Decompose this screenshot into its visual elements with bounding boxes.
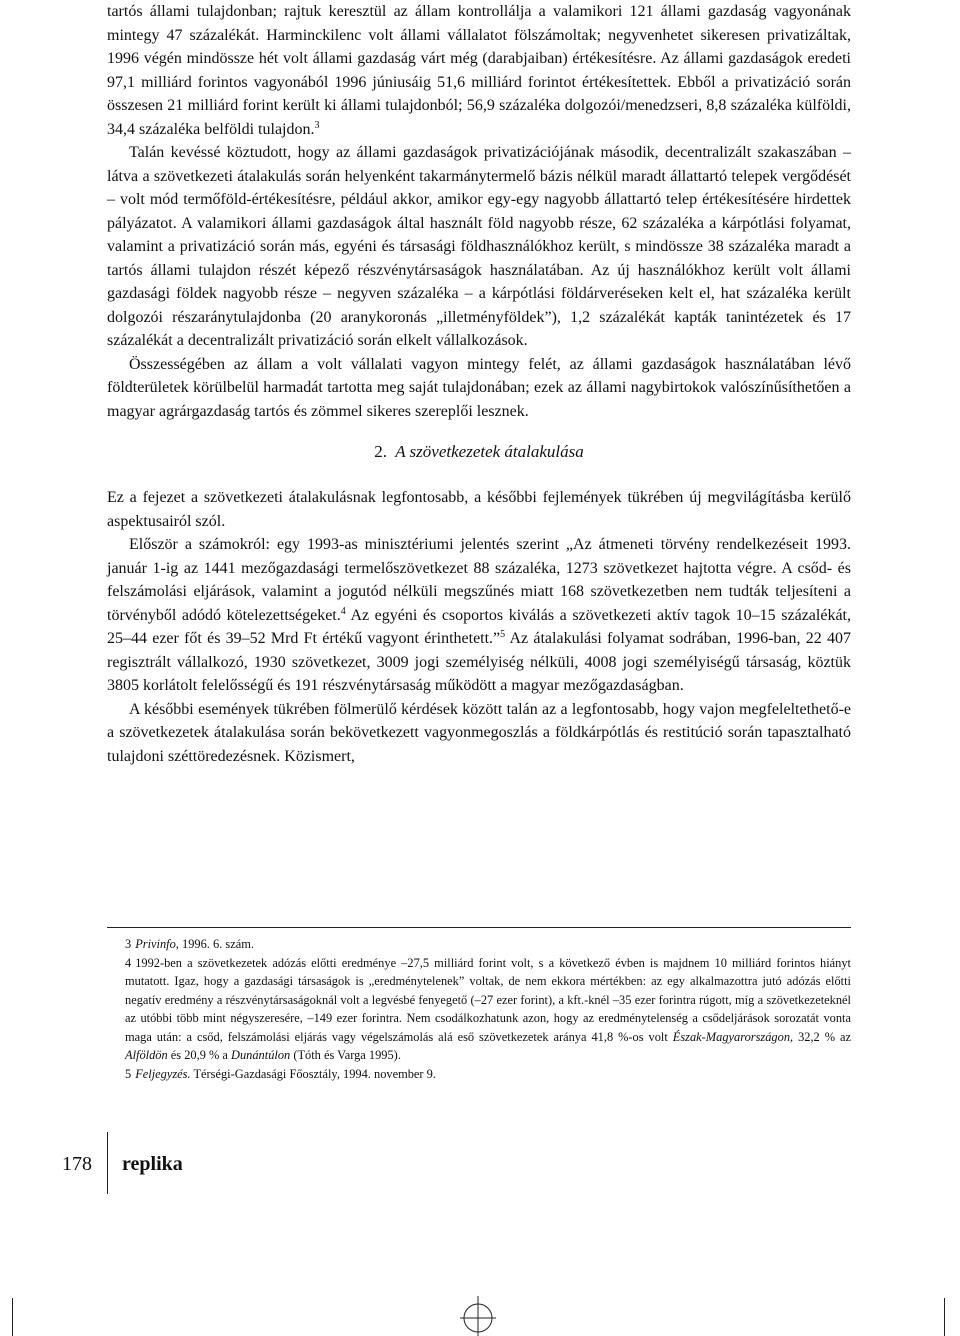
paragraph: Ez a fejezet a szövetkezeti átalakulásnak legfontosabb, a későbbi fejlemények tükrében új megvilágításba kerülő aspektusairól szól.	[107, 489, 851, 530]
paragraph	[107, 0, 851, 141]
section-number: 2.	[374, 442, 387, 461]
footnote-text: 1996. 6. szám.	[178, 937, 254, 951]
footnote-text: Térségi-Gazdasági Főosztály, 1994. november 9.	[190, 1066, 436, 1081]
section-heading	[107, 440, 851, 464]
crop-mark-left	[12, 1298, 13, 1336]
footnote-region: Dunántúlon	[231, 1048, 291, 1062]
footnote-region: Alföldön	[125, 1048, 168, 1062]
paragraph-text: tartós állami tulajdonban; rajtuk keresztül az állam kontrollálja a valamikori 121 állami gazdaság vagyonának mintegy 47 százalékát. Harminckilenc volt állami vállalatot fölszámoltak; negyvenhetet sikeresen privatizáltak, 1996 végén mindössze hét volt állami gazdaság várt még (darabjaiban) értékesítésre. Az állami gazdaságok eredeti 97,1 milliárd forintos vagyonából 1996 júniusáig 51,6 milliárd forintot értékesítettek. Ebből a privatizáció során összesen 21 milliárd forint került ki állami tulajdonból; 56,9 százaléka dolgozói/menedzseri, 8,8 százaléka külföldi, 34,4 százaléka belföldi tulajdon.	[107, 3, 851, 138]
paragraph: Talán kevéssé köztudott, hogy az állami gazdaságok privatizációjának második, decentralizált szakaszában – látva a szövetkezeti átalakulás során helyenként takarmánytermelő bázis nélkül maradt állattartó telepek vergődését – volt mód termőföld-értékesítésre, például akkor, amikor egy-egy nagyobb állattartó telep értékesítésére hirdettek pályázatot. A valamikori állami gazdaságok által használt föld nagyobb része, 62 százaléka a kárpótlási folyamat, valamint a privatizáció során más, egyéni és társasági földhasználókhoz került, s mindössze 38 százaléka maradt a tartós állami tulajdon részét képező részvénytársaságok használatában. Az új használókhoz került volt állami gazdasági földek nagyobb része – negyven százaléka – a kárpótlási földárveréseken kelt el, hat százaléka került dolgozói részaránytulajdonba (20 aranykoronás „illetményföldek”), 1,2 százalékát kapták tanintézetek és 17 százalékát a decentralizált privatizáció során elkelt vállalkozások.	[107, 144, 851, 349]
footnote-4	[125, 954, 851, 1065]
footnote-source: Feljegyzés.	[135, 1066, 191, 1081]
footnote-reference[interactable]: 3	[314, 119, 320, 131]
footnote-number: 4	[125, 955, 132, 970]
footnote-5	[125, 1065, 851, 1084]
crop-mark-right	[944, 1298, 945, 1336]
footnote-text: 1992-ben a szövetkezetek adózás előtti eredménye –27,5 milliárd forint volt, s a következő évben is majdnem 10 milliárd forintos hiányt mutatott. Igaz, hogy a gazdasági társaságok is „eredménytelenek” voltak, de nem ekkora mértékben: az egy alkalmazottra jutó adózás előtti negatív eredmény a részvénytársaságoknál volt a legvésbé fenyegető (–27 ezer forint), a kft.-knél –35 ezer forintra rúgott, míg a szövetkezeteknél az utóbbi több mint négyszeresére, –149 ezer forintra. Nem csodálkozhatunk azon, hogy az eredménytelenség a csődeljárások sorozatát vonta maga után: a csőd, felszámolási eljárás vagy végelszámolás alá eső szövetkezetek aránya 41,8 %-os volt	[125, 955, 851, 1044]
page-number: 178	[62, 1153, 92, 1175]
footnote-text: (Tóth és Varga 1995).	[290, 1048, 401, 1062]
footnote-divider	[107, 927, 851, 928]
footnote-number: 5	[125, 1066, 132, 1081]
footnote-source: Privinfo,	[135, 937, 179, 951]
footnote-text: 32,2 % az	[793, 1029, 851, 1044]
footnote-region: Észak-Magyarországon,	[672, 1029, 794, 1044]
journal-name: replika	[122, 1153, 183, 1175]
registration-mark-icon	[458, 1296, 498, 1336]
page-footer	[62, 1132, 262, 1194]
paragraph-text: Először a számokról: egy 1993-as minisztériumi jelentés szerint „Az átmeneti törvény rendelkezéseit 1993. január 1-ig az 1441 mezőgazdasági termelőszövetkezet 88 százaléka, 1273 szövetkezet hajtotta végre. A csőd- és felszámolási eljárások, valamint a jogutód nélküli megszűnés miatt 168 szövetkezetben nem tudták teljesíteni a törvényből adódó kötelezettségeket.	[107, 536, 851, 624]
footnote-text: és 20,9 % a	[167, 1048, 232, 1062]
footnote-reference[interactable]: 5	[500, 629, 506, 640]
body-text	[107, 0, 851, 768]
footnote-reference[interactable]: 4	[340, 605, 346, 617]
paragraph-text: Az egyéni és csoportos kiválás a szövetkezeti aktív tagok 10–15 százalékát, 25–44 ezer főt és 39–52 Mrd Ft értékű vagyont érinthetett.”	[107, 606, 851, 647]
footer-divider	[107, 1132, 108, 1194]
paragraph: Összességében az állam a volt vállalati vagyon mintegy felét, az állami gazdaságok használatában lévő földterületek körülbelül harmadát tartotta meg saját tulajdonában; ezek az állami nagybirtokok valószínűsíthetően a magyar agrárgazdaság tartós és zömmel sikeres szereplői lesznek.	[107, 355, 851, 420]
footnotes	[107, 935, 851, 1083]
section-title: A szövetkezetek átalakulása	[395, 442, 584, 461]
paragraph: A későbbi események tükrében fölmerülő kérdések között talán az a legfontosabb, hogy vajon megfeleltethető-e a szövetkezetek átalakulása során bekövetkezett vagyonmegoszlás a földkárpótlás és restitúció során tapasztalható tulajdoni széttöredezésnek. Közismert,	[107, 700, 851, 765]
footnote-3	[125, 935, 851, 954]
footnote-number: 3	[125, 937, 132, 951]
paragraph	[107, 533, 851, 698]
paragraph-text: Az átalakulási folyamat sodrában, 1996-ban, 22 407 regisztrált vállalkozó, 1930 szövetkezet, 3009 jogi személyiség nélküli, 4008 jogi személyiségű társaság, köztük 3805 korlátolt felelősségű és 191 részvénytársaság működött a magyar mezőgazdaságban.	[107, 630, 851, 694]
